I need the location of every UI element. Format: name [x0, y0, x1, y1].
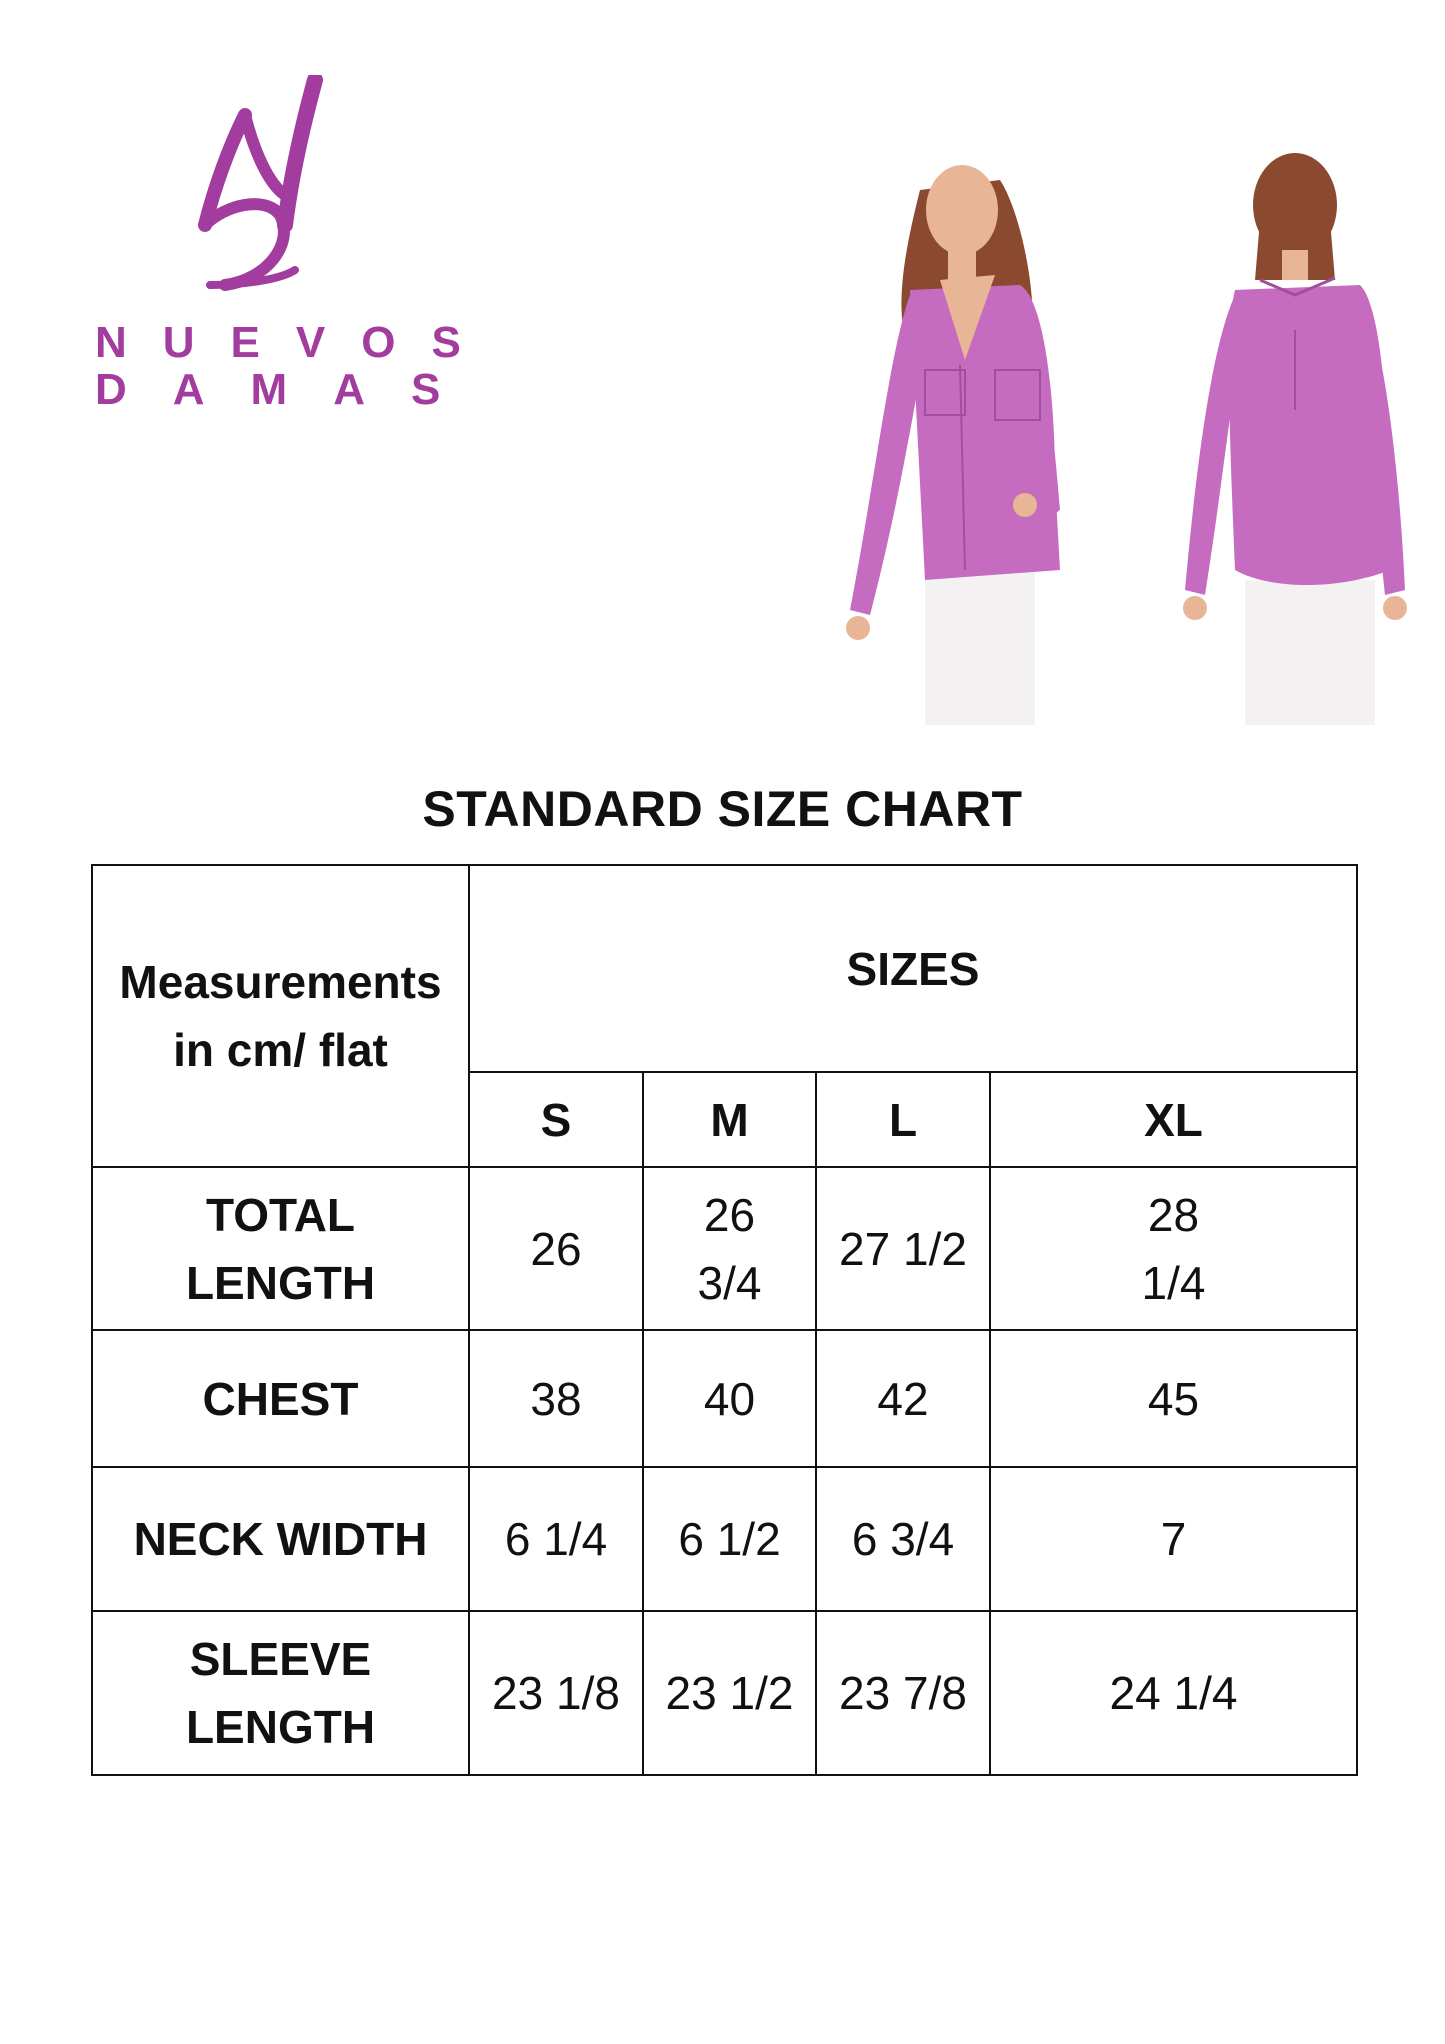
model-front-image	[830, 150, 1100, 725]
value-cell: 26	[469, 1167, 643, 1330]
size-label-xl: XL	[990, 1072, 1357, 1167]
brand-line1-text: NUEVOS	[95, 318, 497, 367]
table-row	[92, 1611, 1357, 1775]
value-cell: 42	[816, 1330, 990, 1467]
brand-logo	[95, 75, 497, 414]
value-cell: 24 1/4	[990, 1611, 1357, 1775]
size-label-s: S	[469, 1072, 643, 1167]
chart-title: STANDARD SIZE CHART	[422, 781, 1023, 837]
row-label-sleeve-length: SLEEVE LENGTH	[92, 1611, 469, 1775]
table-header-row	[92, 865, 1357, 1072]
size-chart-table	[91, 864, 1358, 1776]
brand-monogram-icon	[185, 75, 335, 315]
size-label-m: M	[643, 1072, 816, 1167]
row-label-neck-width: NECK WIDTH	[92, 1467, 469, 1611]
model-back-image	[1160, 150, 1430, 725]
brand-name-line2	[95, 365, 487, 415]
table-row	[92, 1330, 1357, 1467]
row-label-total-length: TOTAL LENGTH	[92, 1167, 469, 1330]
value-cell: 40	[643, 1330, 816, 1467]
value-cell: 23 1/2	[643, 1611, 816, 1775]
value-cell: 7	[990, 1467, 1357, 1611]
row-label-chest: CHEST	[92, 1330, 469, 1467]
value-cell: 45	[990, 1330, 1357, 1467]
value-cell: 6 1/4	[469, 1467, 643, 1611]
size-label-l: L	[816, 1072, 990, 1167]
value-cell: 23 7/8	[816, 1611, 990, 1775]
brand-line2-text: DAMAS	[95, 365, 487, 414]
value-cell: 6 3/4	[816, 1467, 990, 1611]
value-cell: 27 1/2	[816, 1167, 990, 1330]
sizes-header: SIZES	[469, 865, 1357, 1072]
value-cell: 28 1/4	[990, 1167, 1357, 1330]
value-cell: 23 1/8	[469, 1611, 643, 1775]
value-cell: 26 3/4	[643, 1167, 816, 1330]
value-cell: 38	[469, 1330, 643, 1467]
measurements-header: Measurements in cm/ flat	[92, 865, 469, 1167]
table-row	[92, 1167, 1357, 1330]
brand-name-line1	[95, 318, 497, 368]
product-photos	[830, 150, 1430, 725]
table-row	[92, 1467, 1357, 1611]
value-cell: 6 1/2	[643, 1467, 816, 1611]
